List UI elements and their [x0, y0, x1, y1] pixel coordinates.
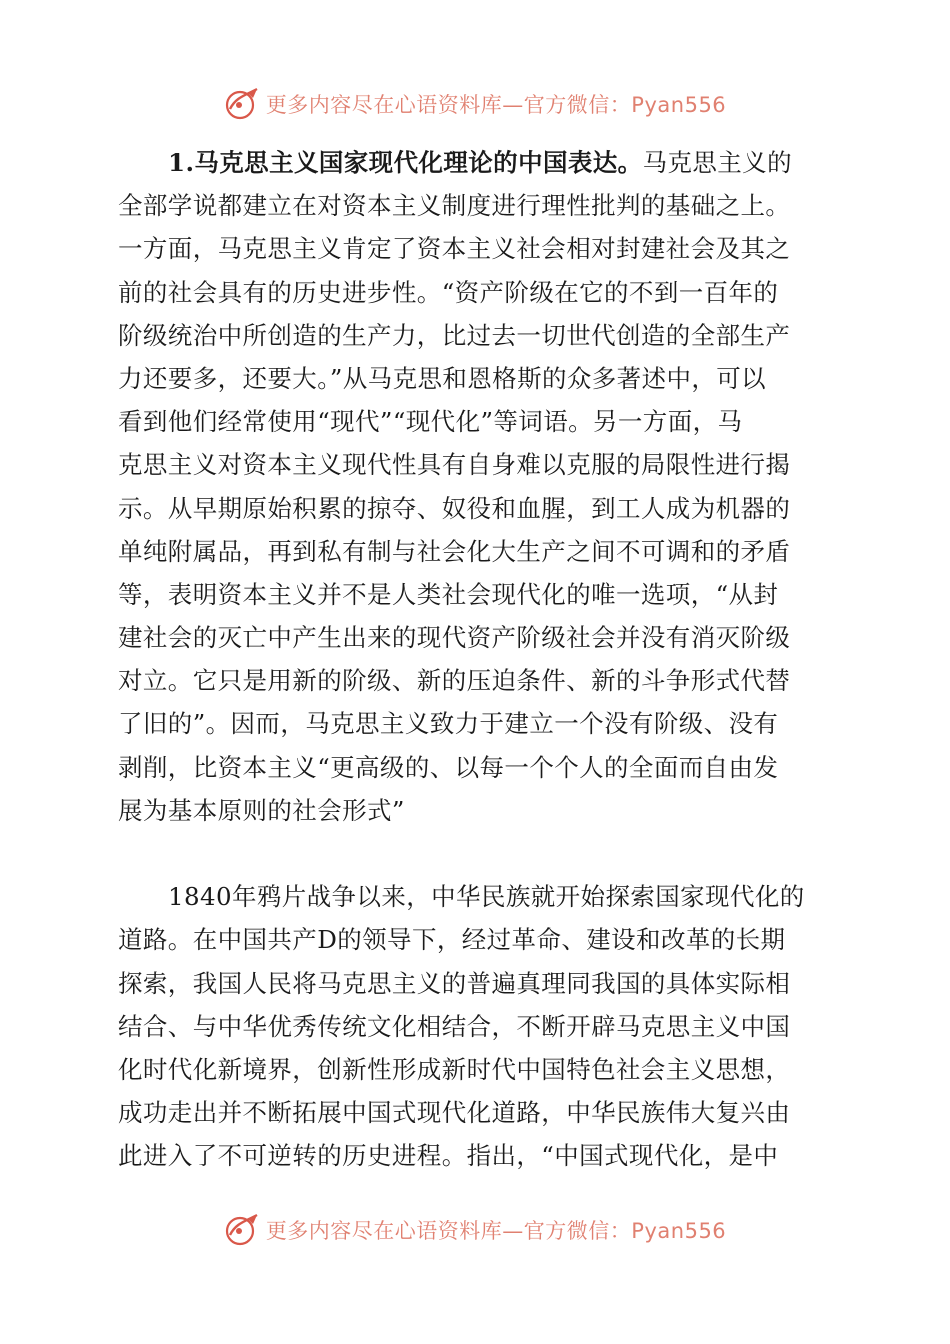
- text-line: 等，表明资本主义并不是人类社会现代化的唯一选项，“从封: [118, 579, 779, 609]
- text-line: 化时代化新境界，创新性形成新时代中国特色社会主义思想，: [118, 1054, 791, 1084]
- text-line: 对立。它只是用新的阶级、新的压迫条件、新的斗争形式代替: [118, 666, 791, 696]
- text-line: 建社会的灭亡中产生出来的现代资产阶级社会并没有消灭阶级: [118, 623, 791, 653]
- watermark-text: 更多内容尽在心语资料库—官方微信：Pyan556: [265, 1219, 727, 1243]
- paragraph-spacer: [118, 832, 818, 875]
- text-line: 力还要多，还要大。”从马克思和恩格斯的众多著述中，可以: [118, 363, 767, 393]
- text-line: 结合、与中华优秀传统文化相结合，不断开辟马克思主义中国: [118, 1011, 791, 1041]
- text-line: 成功走出并不断拓展中国式现代化道路，中华民族伟大复兴由: [118, 1098, 791, 1128]
- text-line: 了旧的”。因而，马克思主义致力于建立一个没有阶级、没有: [118, 709, 779, 739]
- pen-logo-icon: [224, 87, 260, 121]
- footer-watermark: [0, 1210, 950, 1250]
- text-line: 一方面，马克思主义肯定了资本主义社会相对封建社会及其之: [118, 234, 791, 264]
- text-line: 此进入了不可逆转的历史进程。指出，“中国式现代化，是中: [118, 1141, 779, 1171]
- watermark-text: 更多内容尽在心语资料库—官方微信：Pyan556: [265, 93, 727, 117]
- text-line: 展为基本原则的社会形式”: [118, 795, 405, 825]
- document-body: [118, 141, 818, 1178]
- pen-logo-icon: [224, 1213, 260, 1247]
- section-heading: 1.马克思主义国家现代化理论的中国表达。: [168, 148, 643, 177]
- text-line: 示。从早期原始积累的掠夺、奴役和血腥，到工人成为机器的: [118, 493, 791, 523]
- text-line: 单纯附属品，再到私有制与社会化大生产之间不可调和的矛盾: [118, 536, 791, 566]
- text-line: 剥削，比资本主义“更高级的、以每一个个人的全面而自由发: [118, 752, 779, 782]
- text-line: 前的社会具有的历史进步性。“资产阶级在它的不到一百年的: [118, 277, 779, 307]
- text-line: 克思主义对资本主义现代性具有自身难以克服的局限性进行揭: [118, 450, 791, 480]
- paragraph-1-line-1: [118, 141, 818, 184]
- text-line: 阶级统治中所创造的生产力，比过去一切世代创造的全部生产: [118, 320, 791, 350]
- header-watermark: [0, 84, 950, 124]
- paragraph-2-line-1: 1840年鸦片战争以来，中华民族就开始探索国家现代化的: [168, 882, 805, 912]
- paragraph-1-line-1-rest: 马克思主义的: [642, 148, 792, 177]
- text-line: 探索，我国人民将马克思主义的普遍真理同我国的具体实际相: [118, 968, 791, 998]
- text-line: 全部学说都建立在对资本主义制度进行理性批判的基础之上。: [118, 191, 791, 221]
- text-line: 看到他们经常使用“现代”“现代化”等词语。另一方面，马: [118, 407, 743, 437]
- text-line: 道路。在中国共产D的领导下，经过革命、建设和改革的长期: [118, 925, 786, 955]
